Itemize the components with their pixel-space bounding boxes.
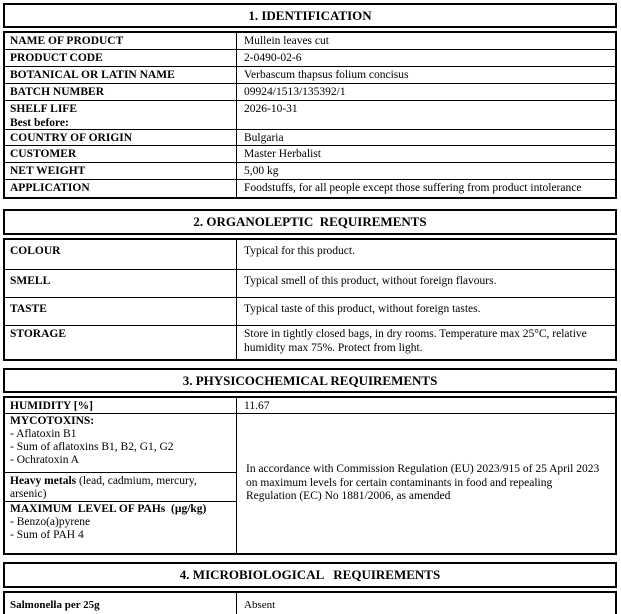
table-row: [5, 326, 615, 359]
table-row: [5, 101, 615, 130]
physicochemical-table: [3, 396, 617, 555]
row-label: Salmonella per 25g: [5, 593, 237, 614]
row-label: CUSTOMER: [5, 146, 237, 162]
row-label: APPLICATION: [5, 180, 237, 197]
row-value: Bulgaria: [244, 132, 284, 144]
pah-heading: MAXIMUM LEVEL OF PAHs (µg/kg): [10, 503, 207, 515]
mycotoxins-cell: [5, 414, 236, 473]
row-value: 5,00 kg: [244, 165, 279, 177]
mycotoxin-item: - Ochratoxin A: [10, 454, 79, 466]
heavy-metals-cell: [5, 473, 236, 502]
table-row: [5, 50, 615, 67]
mycotoxin-item: - Sum of aflatoxins B1, B2, G1, G2: [10, 441, 174, 453]
contaminants-row: [5, 414, 615, 553]
row-label-line2: Best before:: [10, 116, 69, 129]
section-1-title: 1. IDENTIFICATION: [248, 7, 372, 23]
contaminants-labels: [5, 414, 237, 553]
organoleptic-table: [3, 238, 617, 361]
row-value: 2-0490-02-6: [244, 52, 302, 64]
row-label: PRODUCT CODE: [5, 50, 237, 66]
table-row: [5, 240, 615, 270]
row-label-line1: SHELF LIFE: [10, 103, 77, 115]
row-value: Store in tightly closed bags, in dry rooms. Temperature max 25°C, relative humidity max 75%. Protect from light.: [244, 328, 587, 354]
table-row: [5, 146, 615, 163]
row-label: STORAGE: [5, 326, 237, 359]
section-1-header: [3, 3, 617, 28]
row-label: SMELL: [5, 270, 237, 297]
row-label: NET WEIGHT: [5, 163, 237, 179]
row-label: COUNTRY OF ORIGIN: [5, 130, 237, 145]
section-4-title: 4. MICROBIOLOGICAL REQUIREMENTS: [179, 567, 441, 582]
row-value: Typical smell of this product, without foreign flavours.: [244, 275, 497, 287]
row-label: BOTANICAL OR LATIN NAME: [5, 67, 237, 83]
table-row: [5, 67, 615, 84]
section-2-header: [3, 209, 617, 235]
section-3-header: [3, 368, 617, 393]
row-label: COLOUR: [5, 240, 237, 269]
row-label: BATCH NUMBER: [5, 84, 237, 100]
table-row: [5, 270, 615, 298]
table-row: [5, 593, 615, 614]
mycotoxin-item: - Aflatoxin B1: [10, 428, 77, 440]
heavy-metals-term: Heavy metals: [10, 474, 77, 487]
mycotoxins-heading: MYCOTOXINS:: [10, 415, 95, 427]
row-value: Mullein leaves cut: [244, 35, 329, 47]
row-label: [5, 101, 237, 129]
humidity-row: [5, 398, 615, 414]
section-4-header: [3, 562, 617, 588]
row-value: Foodstuffs, for all people except those suffering from product intolerance: [244, 182, 582, 194]
regulation-note: [237, 414, 615, 553]
table-row: [5, 180, 615, 197]
pah-cell: [5, 502, 236, 553]
row-value: 2026-10-31: [244, 103, 298, 115]
regulation-note-text: In accordance with Commission Regulation (EU) 2023/915 of 25 April 2023 on maximum levels for certain contaminants in food and repealing Regulation (EC) No 1881/2006, as amended: [246, 463, 600, 503]
row-value: Typical taste of this product, without foreign tastes.: [244, 303, 481, 315]
table-row: [5, 163, 615, 180]
pah-item: - Benzo(a)pyrene: [10, 516, 91, 528]
row-label: TASTE: [5, 298, 237, 325]
identification-table: [3, 31, 617, 199]
pah-item: - Sum of PAH 4: [10, 529, 84, 541]
table-row: [5, 84, 615, 101]
table-row: [5, 130, 615, 146]
heavy-metals-detail: (lead, cadmium, mercury, arsenic): [10, 474, 197, 500]
row-label: HUMIDITY [%]: [5, 398, 237, 413]
row-value: Absent: [244, 599, 276, 611]
section-2-title: 2. ORGANOLEPTIC REQUIREMENTS: [193, 214, 427, 229]
row-value: 11.67: [244, 400, 270, 412]
table-row: [5, 33, 615, 50]
row-value: Typical for this product.: [244, 245, 355, 257]
section-3-title: 3. PHYSICOCHEMICAL REQUIREMENTS: [182, 372, 438, 388]
heavy-metals-label: [10, 475, 232, 501]
microbiological-table: [3, 591, 617, 614]
row-value: Master Herbalist: [244, 148, 321, 160]
row-label: NAME OF PRODUCT: [5, 33, 237, 49]
row-value: 09924/1513/135392/1: [244, 86, 346, 98]
row-value: Verbascum thapsus folium concisus: [244, 69, 409, 81]
table-row: [5, 298, 615, 326]
